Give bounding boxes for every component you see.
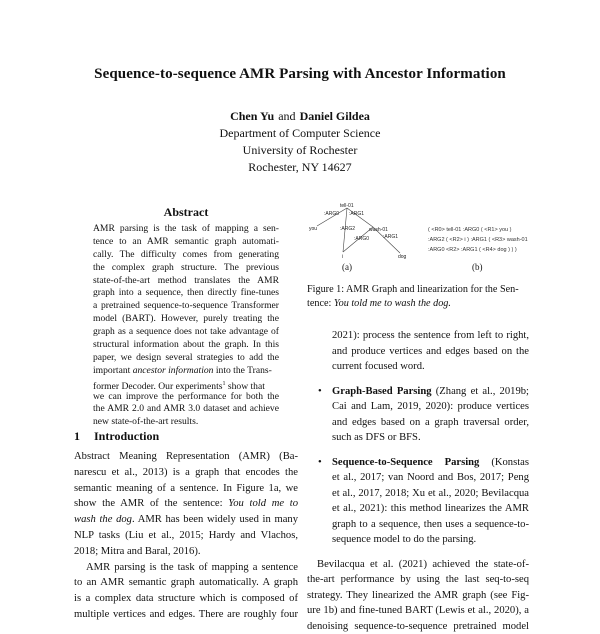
linearization-line: :ARG2 ( <R2> i ) :ARG1 ( <R3> wash-01 (428, 235, 528, 245)
figure-label-a: (a) (342, 262, 352, 272)
text-line: Bevilacqua et al. (2021) achieved the state-of- (307, 557, 529, 573)
abstract-line: the complex graph structure. The previous (93, 262, 279, 275)
intro-line: Abstract Meaning Representation (AMR) (Ba- (74, 449, 298, 465)
intro-line: narescu et al., 2013) is a graph that encodes the (74, 465, 298, 481)
intro-line (74, 496, 298, 512)
intro-italic: You told me to (228, 498, 298, 509)
bullet-icon: • (318, 455, 322, 471)
text-line: Cai and Lam, 2019, 2020): produce vertices (307, 399, 529, 415)
text-line: such as DFS or BFS. (307, 430, 529, 446)
node-dog: dog (398, 254, 407, 260)
text-line: and produce vertices and edges based on the (307, 344, 529, 360)
abstract-line: paper, we design several strategies to add the (93, 352, 279, 365)
abstract-line: model (BART). However, purely treating the (93, 313, 279, 326)
abstract-text: important (93, 365, 133, 376)
author-names (0, 108, 600, 125)
bullet-icon: • (318, 384, 322, 400)
text-line: denoising sequence-to-sequence pretrained model (307, 619, 529, 634)
node-wash: wash-01 (369, 227, 388, 233)
right-column-body (307, 328, 529, 634)
text-line (307, 455, 529, 471)
intro-text: . AMR has been widely used in many (132, 514, 298, 525)
abstract-line: new state-of-the-art results. (93, 416, 279, 429)
linearization-text (428, 225, 528, 255)
list-item (307, 384, 529, 446)
intro-body (74, 449, 298, 623)
intro-line: AMR parsing is the task of mapping a sentence (74, 560, 298, 576)
abstract-text: former Decoder. Our experiments (93, 381, 222, 392)
section-heading (74, 429, 159, 444)
abstract-line: AMR parsing is the task of mapping a sen- (93, 223, 279, 236)
text-line: et al., 2017; van Noord and Bos, 2017; Peng (307, 470, 529, 486)
abstract-line: a pretrained sequence-to-sequence Transformer (93, 300, 279, 313)
caption-line: Figure 1: AMR Graph and linearization for the Sen- (307, 283, 529, 297)
abstract-line: state-of-the-art method translates the AMR (93, 275, 279, 288)
bullet-text: (Konstas (479, 457, 529, 468)
caption-line (307, 297, 529, 311)
intro-text: show the AMR of the sentence: (74, 498, 228, 509)
abstract-line: cally. The difficulty comes from generating (93, 249, 279, 262)
node-tell: tell-01 (340, 203, 354, 209)
caption-italic: You told me to wash the dog. (334, 298, 451, 309)
text-line: et al., 2017, 2018; Xu et al., 2020; Bevilacqua (307, 486, 529, 502)
author-name: Daniel Gildea (300, 109, 370, 123)
abstract-text: into the Trans- (213, 365, 271, 376)
text-line: ure 1b) and fine-tuned BART (Lewis et al., 2020), a (307, 603, 529, 619)
footnote-mark[interactable]: 1 (222, 381, 225, 387)
intro-line: NLP tasks (Liu et al., 2015; Hardy and Vlachos, (74, 528, 298, 544)
intro-line: multiple vertices and edges. There are roughly four (74, 607, 298, 623)
abstract-text: show that (225, 381, 264, 392)
bullet-title: Sequence-to-Sequence Parsing (332, 457, 479, 468)
text-line: 2021): process the sentence from left to right, (307, 328, 529, 344)
intro-line: to an AMR semantic graph automatically. A graph (74, 575, 298, 591)
text-line (307, 384, 529, 400)
linearization-line: ( <R0> tell-01 :ARG0 ( <R1> you ) (428, 225, 528, 235)
list-item (307, 455, 529, 548)
node-i: i (342, 254, 343, 260)
abstract-line (93, 378, 279, 391)
intro-line: is a complex data structure which is composed of (74, 591, 298, 607)
abstract-line: the AMR 2.0 and AMR 3.0 dataset and achieve (93, 403, 279, 416)
author-department: Department of Computer Science (0, 125, 600, 142)
author-name: Chen Yu (230, 109, 274, 123)
bullet-text: (Zhang et al., 2019b; (432, 386, 529, 397)
bullet-title: Graph-Based Parsing (332, 386, 432, 397)
text-line: et al., 2021): this method linearizes the AMR (307, 501, 529, 517)
edge-label: :ARG2 (340, 226, 355, 232)
intro-line (74, 512, 298, 528)
edge-label: :ARG1 (383, 234, 398, 240)
abstract-line: graph as a sequence does not take advantage of (93, 326, 279, 339)
author-city: Rochester, NY 14627 (0, 159, 600, 176)
intro-italic: wash the dog (74, 514, 132, 525)
abstract-line: structural information about the graph. In this (93, 339, 279, 352)
linearization-line: :ARG0 <R2> :ARG1 ( <R4> dog ) ) ) (428, 245, 528, 255)
abstract-line: we can improve the performance for both the (93, 391, 279, 404)
author-university: University of Rochester (0, 142, 600, 159)
abstract-line: graph into a sequence, then directly fine-tunes (93, 287, 279, 300)
section-title: Introduction (94, 429, 159, 443)
text-line: sequence model to do the parsing. (307, 532, 529, 548)
figure-caption (307, 283, 529, 310)
section-number: 1 (74, 429, 94, 443)
caption-text: tence: (307, 298, 334, 309)
author-block (0, 108, 600, 176)
edge-label: :ARG1 (349, 211, 364, 217)
text-line: graph to a sequence, then uses a sequence-to- (307, 517, 529, 533)
abstract-heading: Abstract (86, 205, 286, 220)
node-you: you (309, 226, 317, 232)
abstract-italic: ancestor information (133, 365, 214, 376)
abstract-line: tence to an AMR semantic graph automati- (93, 236, 279, 249)
edge-label: :ARG0 (324, 211, 339, 217)
paper-title: Sequence-to-sequence AMR Parsing with Ancestor Information (0, 66, 600, 83)
author-conjunction: and (274, 109, 299, 123)
abstract-body (93, 223, 279, 429)
intro-line: semantic meaning of a sentence. In Figure 1a, we (74, 481, 298, 497)
abstract-line (93, 365, 279, 378)
text-line: strategy. They linearized the AMR graph (see Fig- (307, 588, 529, 604)
intro-line: 2018; Mitra and Baral, 2016). (74, 544, 298, 560)
edge-label: :ARG0 (354, 236, 369, 242)
text-line: the-art performance by using the last seq-to-seq (307, 572, 529, 588)
text-line: and edges based on a graph traversal order, (307, 415, 529, 431)
text-line: current focused word. (307, 359, 529, 375)
figure-label-b: (b) (472, 262, 483, 272)
